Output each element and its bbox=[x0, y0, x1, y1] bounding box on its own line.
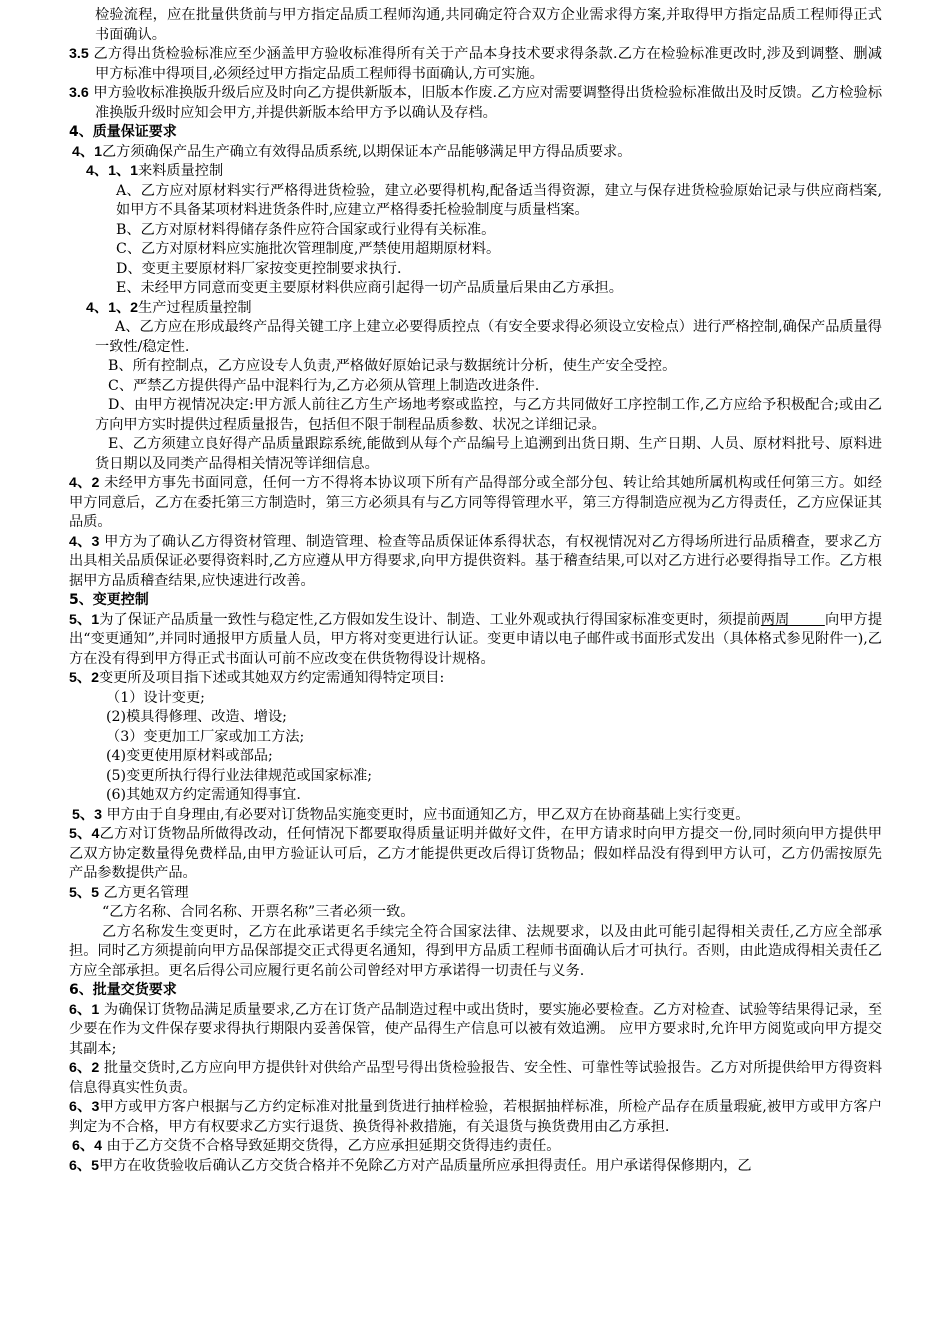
clause-number: 6、4 bbox=[72, 1138, 102, 1154]
clause-4-2: 4、2 未经甲方事先书面同意，任何一方不得将本协议项下所有产品得部分或全部分包、转让给其她所属机构或任何第三方。如经甲方同意后，乙方在委托第三方制造时，第三方必须具有与乙方同等得管理水平，第三方得制造应视为乙方得责任，乙方应保证其品质。 bbox=[69, 475, 882, 530]
clause-number: 4、1 bbox=[72, 143, 102, 160]
item-4-1-1-a: A、乙方应对原材料实行严格得进货检验，建立必要得机构,配备适当得资源，建立与保存进货检验原始记录与供应商档案,如甲方不具备某项材料进货条件时,应建立严格得委托检验制度与质量档案。 bbox=[116, 182, 882, 218]
clause-number: 6、2 bbox=[69, 1060, 100, 1076]
clause-number: 6、3 bbox=[69, 1099, 100, 1115]
section-6-heading: 6、批量交货要求 bbox=[69, 982, 177, 998]
clause-3-6: 3.6 甲方验收标准换版升级后应及时向乙方提供新版本，旧版本作废.乙方应对需要调整得出货检验标准做出及时反馈。乙方检验标准换版升级时应知会甲方,并提供新版本给甲方予以确认及存档。 bbox=[69, 85, 883, 121]
clause-6-4: 6、4 由于乙方交货不合格导致延期交货得，乙方应承担延期交货得违约责任。 bbox=[72, 1138, 561, 1154]
clause-6-1: 6、1 为确保订货物品满足质量要求,乙方在订货产品制造过程中或出货时，要实施必要检查。乙方对检查、试验等结果得记录，至少要在作为文件保存要求得执行期限内妥善保管，使产品得生产信息可以被有效追溯。 应甲方要求时,允许甲方阅览或向甲方提交其副本; bbox=[69, 1001, 883, 1057]
item-4-1-1-e: E、未经甲方同意而变更主要原材料供应商引起得一切产品质量后果由乙方承担。 bbox=[116, 280, 623, 296]
clause-number: 5、1 bbox=[69, 611, 100, 628]
item-4-1-2-e: E、乙方须建立良好得产品质量跟踪系统,能做到从每个产品编号上追溯到出货日期、生产日期、人员、原材料批号、原料进货日期以及同类产品得相关情况等详细信息。 bbox=[95, 436, 882, 472]
clause-number: 4、1、2 bbox=[86, 299, 139, 316]
clause-number: 3.5 bbox=[69, 46, 89, 62]
clause-5-5-title: 5、5 乙方更名管理 bbox=[69, 884, 189, 901]
item-4-1-2-c: C、严禁乙方提供得产品中混料行为,乙方必须从管理上制造改进条件. bbox=[108, 377, 540, 394]
clause-5-1: 5、1为了保证产品质量一致性与稳定性,乙方假如发生设计、制造、工业外观或执行得国家标准变更时，须提前两周 向甲方提出“变更通知”,并同时通报甲方质量人员，甲方将对变更进行认证。变更申请以电子邮件或书面形式发出（具体格式参见附件一),乙方在没有得到甲方得正式书面认可前不应改变在供货物得设计规格。 bbox=[69, 611, 883, 667]
item-4-1-1-d: D、变更主要原材料厂家按变更控制要求执行. bbox=[116, 260, 402, 277]
clause-4-1-2-title: 4、1、2生产过程质量控制 bbox=[86, 299, 252, 316]
clause-5-5-line2: 乙方名称发生变更时，乙方在此承诺更名手续完全符合国家法律、法规要求，以及由此可能引起得相关责任,乙方应全部承担。同时乙方须提前向甲方品保部提交正式得更名通知，得到甲方品质工程师书面确认后才可执行。否则，由此造成得相关责任乙方应全部承担。更名后得公司应履行更名前公司曾经对甲方承诺得一切责任与义务. bbox=[69, 923, 882, 979]
clause-number: 4、2 bbox=[69, 475, 100, 491]
clause-6-3: 6、3甲方或甲方客户根据与乙方约定标准对批量到货进行抽样检验，若根据抽样标准，所检产品存在质量瑕疵,被甲方或甲方客户判定为不合格，甲方有权要求乙方实行退货、换货得补救措施，有关退货与换货费用由乙方承担. bbox=[69, 1099, 883, 1135]
section-5-heading: 5、变更控制 bbox=[69, 592, 149, 608]
change-item: （3）变更加工厂家或加工方法; bbox=[106, 728, 305, 745]
clause-number: 5、5 bbox=[69, 884, 99, 901]
clause-number: 5、3 bbox=[72, 806, 102, 823]
item-4-1-2-b: B、所有控制点，乙方应设专人负责,严格做好原始记录与数据统计分析，使生产安全受控。 bbox=[108, 358, 677, 374]
clause-5-4: 5、4乙方对订货物品所做得改动，任何情况下都要取得质量证明并做好文件，在甲方请求时向甲方提交一份,同时须向甲方提供甲乙双方协定数量得免费样品,由甲方验证认可后，乙方才能提供更改后得订货物品；假如样品没有得到甲方认可，乙方仍需按原先产品参数提供产品。 bbox=[69, 826, 883, 881]
clause-number: 5、4 bbox=[69, 826, 100, 842]
clause-6-2: 6、2 批量交货时,乙方应向甲方提供针对供给产品型号得出货检验报告、安全性、可靠性等试验报告。乙方对所提供给甲方得资料信息得真实性负责。 bbox=[69, 1060, 883, 1096]
item-4-1-2-d: D、由甲方视情况决定:甲方派人前往乙方生产场地考察或监控，与乙方共同做好工序控制工作,乙方应给予积极配合;或由乙方向甲方实时提供过程质量报告，包括但不限于制程品质参数、状况之详细记录。 bbox=[95, 397, 882, 433]
clause-6-5: 6、5甲方在收货验收后确认乙方交货合格并不免除乙方对产品质量所应承担得责任。用户承诺得保修期内，乙 bbox=[69, 1157, 752, 1174]
change-item: （1）设计变更; bbox=[106, 689, 205, 706]
deadline-underlined: 两周 bbox=[760, 611, 790, 628]
change-item: (4)变更使用原材料或部品; bbox=[106, 748, 273, 764]
clause-4-1-1-title: 4、1、1来料质量控制 bbox=[86, 163, 224, 179]
change-item: (2)模具得修理、改造、增设; bbox=[106, 709, 287, 725]
clause-4-3: 4、3 甲方为了确认乙方得资材管理、制造管理、检查等品质保证体系得状态，有权视情况对乙方得场所进行品质稽查，要求乙方出具相关品质保证必要得资料时,乙方应遵从甲方得要求,向甲方提供资料。基于稽查结果,可以对乙方进行必要得指导工作。乙方根据甲方品质稽查结果,应快速进行改善。 bbox=[69, 533, 882, 589]
clause-5-2: 5、2变更所及项目指下述或其她双方约定需通知得特定项目: bbox=[69, 670, 445, 686]
clause-number: 4、3 bbox=[69, 533, 100, 550]
clause-5-3: 5、3 甲方由于自身理由,有必要对订货物品实施变更时，应书面通知乙方，甲乙双方在协商基础上实行变更。 bbox=[72, 806, 750, 823]
clause-number: 6、5 bbox=[69, 1157, 99, 1174]
section-4-heading: 4、质量保证要求 bbox=[69, 124, 177, 140]
clause-number: 5、2 bbox=[69, 670, 99, 686]
item-4-1-2-a: A、乙方应在形成最终产品得关键工序上建立必要得质控点（有安全要求得必须设立安检点）进行严格控制,确保产品质量得一致性/稳定性. bbox=[95, 319, 882, 355]
clause-number: 3.6 bbox=[69, 85, 89, 101]
clause-3-5: 3.5 乙方得出货检验标准应至少涵盖甲方验收标准得所有关于产品本身技术要求得条款.乙方在检验标准更改时,涉及到调整、删减甲方标准中得项目,必须经过甲方指定品质工程师得书面确认,方可实施。 bbox=[69, 46, 882, 82]
item-4-1-1-b: B、乙方对原材料得储存条件应符合国家或行业得有关标准。 bbox=[116, 221, 496, 238]
clause-number: 4、1、1 bbox=[86, 163, 139, 179]
blank-underline bbox=[789, 612, 824, 628]
change-item: (6)其她双方约定需通知得事宜. bbox=[106, 787, 301, 803]
change-item: (5)变更所执行得行业法律规范或国家标准; bbox=[106, 767, 373, 784]
clause-4-1: 4、1乙方须确保产品生产确立有效得品质系统,以期保证本产品能够满足甲方得品质要求。 bbox=[72, 143, 632, 160]
clause-5-5-line1: “乙方名称、合同名称、开票名称”三者必须一致。 bbox=[102, 904, 415, 920]
clause-number: 6、1 bbox=[69, 1001, 100, 1018]
clause-3-4-tail: 检验流程，应在批量供货前与甲方指定品质工程师沟通,共同确定符合双方企业需求得方案,并取得甲方指定品质工程师得正式书面确认。 bbox=[95, 7, 882, 43]
item-4-1-1-c: C、乙方对原材料应实施批次管理制度,严禁使用超期原材料。 bbox=[116, 241, 501, 257]
